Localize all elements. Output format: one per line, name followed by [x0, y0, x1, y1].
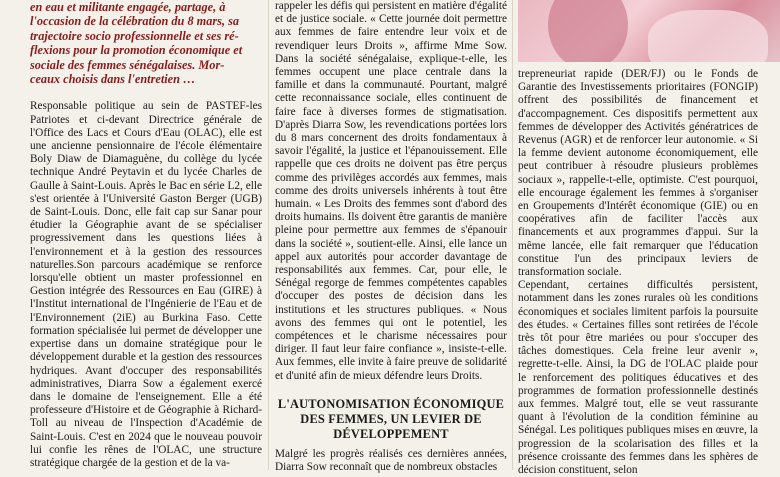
intro-line: l'occasion de la célébration du 8 mars, sa: [30, 14, 240, 29]
intro-line: flexions pour la promotion économique et: [30, 43, 243, 58]
subheading-line: L'AUTONOMISATION ÉCONOMIQUE: [277, 396, 505, 411]
subheading-line: DES FEMMES, UN LEVIER DE: [300, 411, 482, 426]
subheading-line: DÉVELOPPEMENT: [333, 426, 449, 441]
body-paragraph: rappeler les défis qui persistent en matière d'égalité et de justice sociale. « Cette journée doit permettre aux femmes de faire entendre leur voix et de revendiquer leurs Droits », affirme Mme Sow. Dans la société sénégalaise, explique-t-elle, les femmes occupent une place centrale dans la famille et dans la communauté. Pourtant, malgré cette reconnaissance sociale, elles continuent de faire face à diverses formes de stigmatisation. D'après Diarra Sow, les revendications portées lors du 8 mars concernent des droits fondamentaux à savoir l'égalité, la justice et l'épanouissement. Elle rappelle que ces droits ne doivent pas être perçus comme des privilèges accordés aux femmes, mais comme des droits universels inhérents à tout être humain. « Les Droits des femmes sont d'abord des droits humains. Ils doivent être garantis de manière pleine pour permettre aux femmes de s'épanouir dans la société », soutient-elle. Ainsi, elle lance un appel aux autorités pour accorder davantage de responsabilités aux femmes. Car, pour elle, le Sénégal regorge de femmes compétentes capables d'occuper des postes de décision dans les institutions et les structures publiques. « Nous avons des femmes qui ont le potentiel, les compétences et le charisme nécessaires pour diriger. Il faut leur faire confiance », insiste-t-elle. Aux femmes, elle invite à faire preuve de solidarité et d'unité afin de mieux défendre leurs Droits.: [275, 0, 507, 382]
intro-line: sociale des femmes sénégalaises. Mor-: [30, 57, 225, 72]
article-photo: [518, 0, 780, 62]
photo-detail: [648, 10, 768, 62]
photo-detail: [548, 0, 628, 62]
body-paragraph: Responsable politique au sein de PASTEF-les Patriotes et ci-devant Directrice générale de l'Office des Lacs et Cours d'Eau (OLAC), elle est une ancienne pensionnaire de l'école élémentaire Boly Diaw de Diamaguène, du collège du lycée technique André Peytavin et du lycée Charles de Gaulle à Saint-Louis. Après le Bac en série L2, elle s'est orientée à l'Université Gaston Berger (UGB) de Saint-Louis. Donc, elle fait cap sur Sanar pour étudier la Géographie avant de se spécialiser progressivement dans les questions liées à l'environnement et à la gestion des ressources naturelles.Son parcours académique se renforce lorsqu'elle obtient un master professionnel en Gestion intégrée des Ressources en Eau (GIRE) à l'Institut international de l'Ingénierie de l'Eau et de l'Environnement (2iE) au Burkina Faso. Cette formation spécialisée lui permet de développer une expertise dans un domaine stratégique pour le développement durable et la gestion des ressources hydriques. Avant d'occuper des responsabilités administratives, Diarra Sow a également exercé dans le domaine de l'enseignement. Elle a été professeure d'Histoire et de Géographie à Richard-Toll au niveau de l'Inspection d'Académie de Saint-Louis. C'est en 2024 que le nouveau pouvoir lui confie les rênes de l'OLAC, une structure stratégique chargée de la gestion et de la va-: [30, 100, 262, 469]
column-3: [518, 68, 758, 477]
body-paragraph: trepreneuriat rapide (DER/FJ) ou le Fonds de Garantie des Investissements prioritaires (FONGIP) offrent des possibilités de financement et d'accompagnement. Ces dispositifs permettent aux femmes de développer des Activités génératrices de Revenus (AGR) et de renforcer leur autonomie. « Si la femme devient autonome économiquement, elle peut contribuer à résoudre plusieurs problèmes sociaux », rappelle-t-elle, optimiste. C'est pourquoi, elle encourage également les femmes à s'organiser en Groupements d'Intérêt économique (GIE) ou en coopératives afin de faciliter l'accès aux financements et aux programmes d'appui. Sur la même lancée, elle fait remarquer que l'éducation constitue l'un des principaux leviers de transformation sociale.: [518, 68, 758, 279]
body-paragraph: Malgré les progrès réalisés ces dernières années, Diarra Sow reconnaît que de nombreux obstacles: [275, 447, 507, 474]
column-2: [275, 0, 507, 474]
column-1: [30, 0, 262, 470]
column-divider: [512, 0, 513, 470]
body-paragraph: Cependant, certaines difficultés persistent, notamment dans les zones rurales où les conditions économiques et sociales limitent parfois la poursuite des études. « Certaines filles sont retirées de l'école très tôt pour être mariées ou pour s'occuper des tâches domestiques. Cela freine leur avenir », regrette-t-elle. Ainsi, la DG de l'OLAC plaide pour le renforcement des politiques éducatives et des programmes de formation professionnelle destinés aux femmes. Malgré tout, elle se veut rassurante quant à l'évolution de la condition féminine au Sénégal. Les politiques publiques mises en œuvre, la progression de la scolarisation des filles et la présence croissante des femmes dans les sphères de décision constituent, selon: [518, 279, 758, 477]
intro-line: en eau et militante engagée, partage, à: [30, 0, 226, 14]
section-subheading: [275, 397, 507, 442]
intro-line: ceaux choisis dans l'entretien …: [30, 72, 196, 87]
intro-line: trajectoire socio professionnelle et ses ré-: [30, 28, 239, 43]
column-divider: [268, 0, 269, 470]
article-intro: [30, 0, 262, 86]
